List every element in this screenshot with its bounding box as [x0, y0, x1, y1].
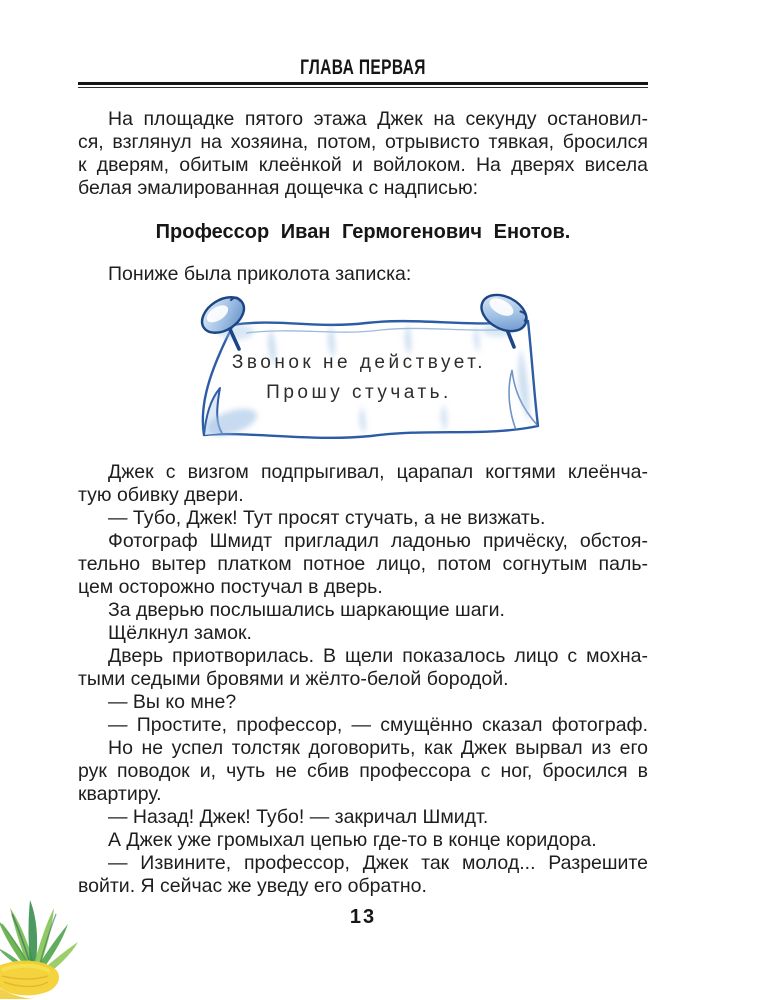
text-line: — Назад! Джек! Тубо! — закричал Шмидт. — [108, 806, 489, 828]
chapter-header — [78, 56, 648, 88]
text-line: Джек с визгом подпрыгивал, царапал когтями клеёнча- — [108, 461, 648, 483]
text-line: А Джек уже громыхал цепью где-то в конце коридора. — [108, 829, 597, 851]
chapter-title: ГЛАВА ПЕРВАЯ — [300, 56, 426, 79]
text-line: войти. Я сейчас же уведу его обратно. — [78, 875, 427, 897]
professor-nameplate: Профессор Иван Гермогенович Енотов. — [155, 221, 571, 243]
note-text — [186, 348, 532, 408]
text-line: тую обивку двери. — [78, 484, 244, 506]
note-text-line: Прошу стучать. — [266, 382, 452, 403]
text-line: — Простите, профессор, — смущённо сказал фотограф. — [108, 714, 648, 736]
text-line: Щёлкнул замок. — [108, 622, 252, 644]
text-line: — Тубо, Джек! Тут просят стучать, а не визжать. — [108, 507, 546, 529]
text-line: белая эмалированная дощечка с надписью: — [78, 177, 479, 199]
pinned-note-illustration — [176, 288, 542, 460]
plant-illustration — [0, 872, 84, 1000]
text-line: На площадке пятого этажа Джек на секунду остановил- — [108, 108, 648, 130]
text-line: квартиру. — [78, 783, 162, 805]
text-line: к дверям, обитым клеёнкой и войлоком. На дверях висела — [78, 154, 648, 176]
text-line: рук поводок и, чуть не сбив профессора с ног, бросился в — [78, 760, 648, 782]
text-line: тыми седыми бровями и жёлто-белой бородой. — [78, 668, 509, 690]
note-text-line: Звонок не действует. — [231, 352, 487, 373]
text-line: Дверь приотворилась. В щели показалось лицо с мохна- — [108, 645, 648, 667]
first-paragraph — [78, 108, 648, 200]
text-line: — Извините, профессор, Джек так молод... Разрешите — [108, 852, 648, 874]
text-line: тельно вытер платком потное лицо, потом согнутым паль- — [78, 553, 648, 575]
body-text-block — [78, 461, 648, 898]
chapter-rule-divider — [78, 82, 648, 88]
text-line: ся, взглянул на хозяина, потом, отрывисто тявкая, бросился — [78, 131, 648, 153]
text-line: цем осторожно постучал в дверь. — [78, 576, 383, 598]
note-intro-paragraph — [78, 263, 648, 286]
text-line: — Вы ко мне? — [108, 691, 237, 713]
text-line: Но не успел толстяк договорить, как Джек вырвал из его — [108, 737, 648, 759]
page-number: 13 — [349, 906, 377, 928]
text-line: За дверью послышались шаркающие шаги. — [108, 599, 505, 621]
text-line: Пониже была приколота записка: — [108, 263, 412, 285]
text-line: Фотограф Шмидт пригладил ладонью причёску, обстоя- — [108, 530, 648, 552]
